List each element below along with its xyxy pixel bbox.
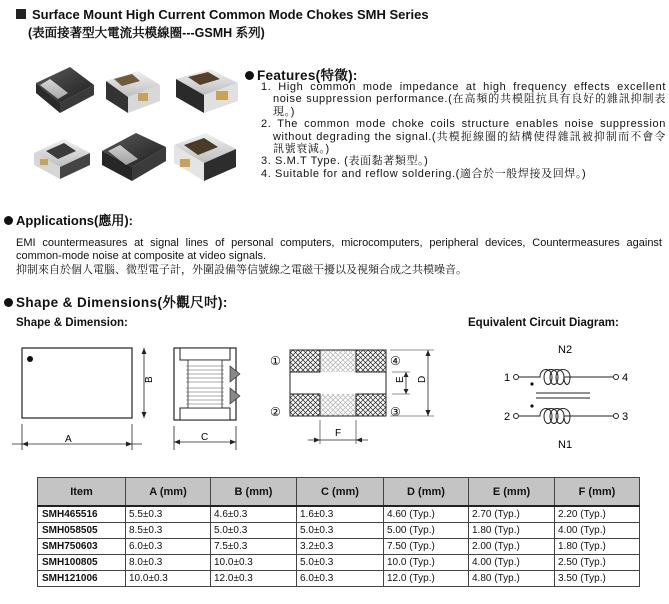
pin-label-4: ④ <box>390 354 401 368</box>
applications-text-en: EMI countermeasures at signal lines of personal computers, microcomputers, peripheral devices, Countermeasures against common-mode noise at composite at video signals. <box>16 237 662 262</box>
cell-item: SMH121006 <box>38 571 126 587</box>
cell: 10.0±0.3 <box>211 555 297 571</box>
table-row <box>38 539 640 555</box>
page-title: Surface Mount High Current Common Mode Chokes SMH Series <box>16 7 429 22</box>
cell: 4.60 (Typ.) <box>384 506 469 523</box>
circuit-pin-3: 3 <box>622 411 629 423</box>
cell: 5.0±0.3 <box>297 523 384 539</box>
bullet-dot-icon <box>4 298 13 307</box>
cell: 5.00 (Typ.) <box>384 523 469 539</box>
dim-label-c: C <box>201 432 209 443</box>
cell: 6.0±0.3 <box>297 571 384 587</box>
shape-sub-left: Shape & Dimension: <box>16 317 128 329</box>
cell-item: SMH750603 <box>38 539 126 555</box>
cell: 1.6±0.3 <box>297 506 384 523</box>
cell: 1.80 (Typ.) <box>555 539 640 555</box>
feature-item-2: 2. The common mode choke coils structure enables noise suppression without degrading the signal.(共模扼線圈的結構使得雜訊被抑制而不會令訊號衰減。) <box>261 118 666 156</box>
col-header-a: A (mm) <box>126 478 211 507</box>
feature-item-3: 3. S.M.T Type. (表面黏著類型。) <box>261 155 429 168</box>
cell-item: SMH058505 <box>38 523 126 539</box>
bullet-dot-icon <box>4 216 13 225</box>
side-view-drawing <box>160 340 252 452</box>
square-bullet-icon <box>16 9 26 19</box>
pin-label-2: ② <box>270 405 281 419</box>
cell: 10.0±0.3 <box>126 571 211 587</box>
col-header-f: F (mm) <box>555 478 640 507</box>
cell: 2.00 (Typ.) <box>469 539 555 555</box>
feature-item-4: 4. Suitable for and reflow soldering.(適合於一般焊接及回焊。) <box>261 167 587 180</box>
choke-photo-6 <box>174 133 236 181</box>
cell: 2.50 (Typ.) <box>555 555 640 571</box>
cell: 3.2±0.3 <box>297 539 384 555</box>
cell: 4.00 (Typ.) <box>555 523 640 539</box>
feature-item-1: 1. High common mode impedance at high frequency effects excellent noise suppression performance.(在高頻的共模阻抗具有良好的雜訊抑制表現。) <box>261 81 666 118</box>
spec-table <box>37 477 640 587</box>
cell-item: SMH465516 <box>38 506 126 523</box>
pad-view-drawing <box>268 340 444 452</box>
col-header-d: D (mm) <box>384 478 469 507</box>
col-header-e: E (mm) <box>469 478 555 507</box>
table-row <box>38 506 640 523</box>
dim-label-a: A <box>65 434 72 445</box>
cell: 5.0±0.3 <box>297 555 384 571</box>
features-list <box>261 81 666 180</box>
cell: 12.0 (Typ.) <box>384 571 469 587</box>
shape-sub-right: Equivalent Circuit Diagram: <box>468 317 619 329</box>
applications-text-zh: 抑制來自於個人電腦、微型電子計，外圍設備等信號線之電磁干擾以及視頻合成之共模噪音。 <box>16 264 467 276</box>
cell: 2.70 (Typ.) <box>469 506 555 523</box>
cell: 3.50 (Typ.) <box>555 571 640 587</box>
choke-photo-4 <box>34 139 90 179</box>
dim-label-d: D <box>417 375 428 383</box>
cell: 4.80 (Typ.) <box>469 571 555 587</box>
table-row <box>38 571 640 587</box>
applications-text <box>16 237 662 277</box>
dim-label-b: B <box>144 376 155 383</box>
cell: 12.0±0.3 <box>211 571 297 587</box>
dim-label-e: E <box>395 376 406 383</box>
product-photo <box>28 55 250 195</box>
col-header-item: Item <box>38 478 126 507</box>
circuit-label-n2: N2 <box>558 344 573 356</box>
cell: 4.00 (Typ.) <box>469 555 555 571</box>
pin-label-1: ① <box>270 354 281 368</box>
circuit-label-n1: N1 <box>558 439 573 451</box>
cell-item: SMH100805 <box>38 555 126 571</box>
choke-photo-5 <box>102 133 166 181</box>
cell: 7.50 (Typ.) <box>384 539 469 555</box>
cell: 4.6±0.3 <box>211 506 297 523</box>
circuit-pin-4: 4 <box>622 372 629 384</box>
table-header-row <box>38 478 640 507</box>
bullet-dot-icon <box>245 71 254 80</box>
circuit-pin-1: 1 <box>504 372 511 384</box>
equivalent-circuit-diagram <box>478 340 648 452</box>
dim-label-f: F <box>335 428 342 439</box>
cell: 10.0 (Typ.) <box>384 555 469 571</box>
page-subtitle: (表面接著型大電流共模線圈---GSMH 系列) <box>28 26 265 40</box>
choke-photo-1 <box>36 67 94 113</box>
top-view-drawing <box>12 340 160 452</box>
choke-photo-2 <box>106 71 160 113</box>
circuit-pin-2: 2 <box>504 411 511 423</box>
cell: 8.5±0.3 <box>126 523 211 539</box>
cell: 8.0±0.3 <box>126 555 211 571</box>
cell: 6.0±0.3 <box>126 539 211 555</box>
col-header-b: B (mm) <box>211 478 297 507</box>
cell: 7.5±0.3 <box>211 539 297 555</box>
col-header-c: C (mm) <box>297 478 384 507</box>
cell: 2.20 (Typ.) <box>555 506 640 523</box>
table-row <box>38 523 640 539</box>
pin-label-3: ③ <box>390 405 401 419</box>
cell: 1.80 (Typ.) <box>469 523 555 539</box>
table-row <box>38 555 640 571</box>
shape-heading: Shape & Dimensions(外觀尺吋): <box>4 291 228 311</box>
choke-photo-3 <box>176 69 238 113</box>
features-heading: Features(特徵): <box>245 64 358 84</box>
cell: 5.0±0.3 <box>211 523 297 539</box>
cell: 5.5±0.3 <box>126 506 211 523</box>
applications-heading: Applications(應用): <box>4 210 133 229</box>
